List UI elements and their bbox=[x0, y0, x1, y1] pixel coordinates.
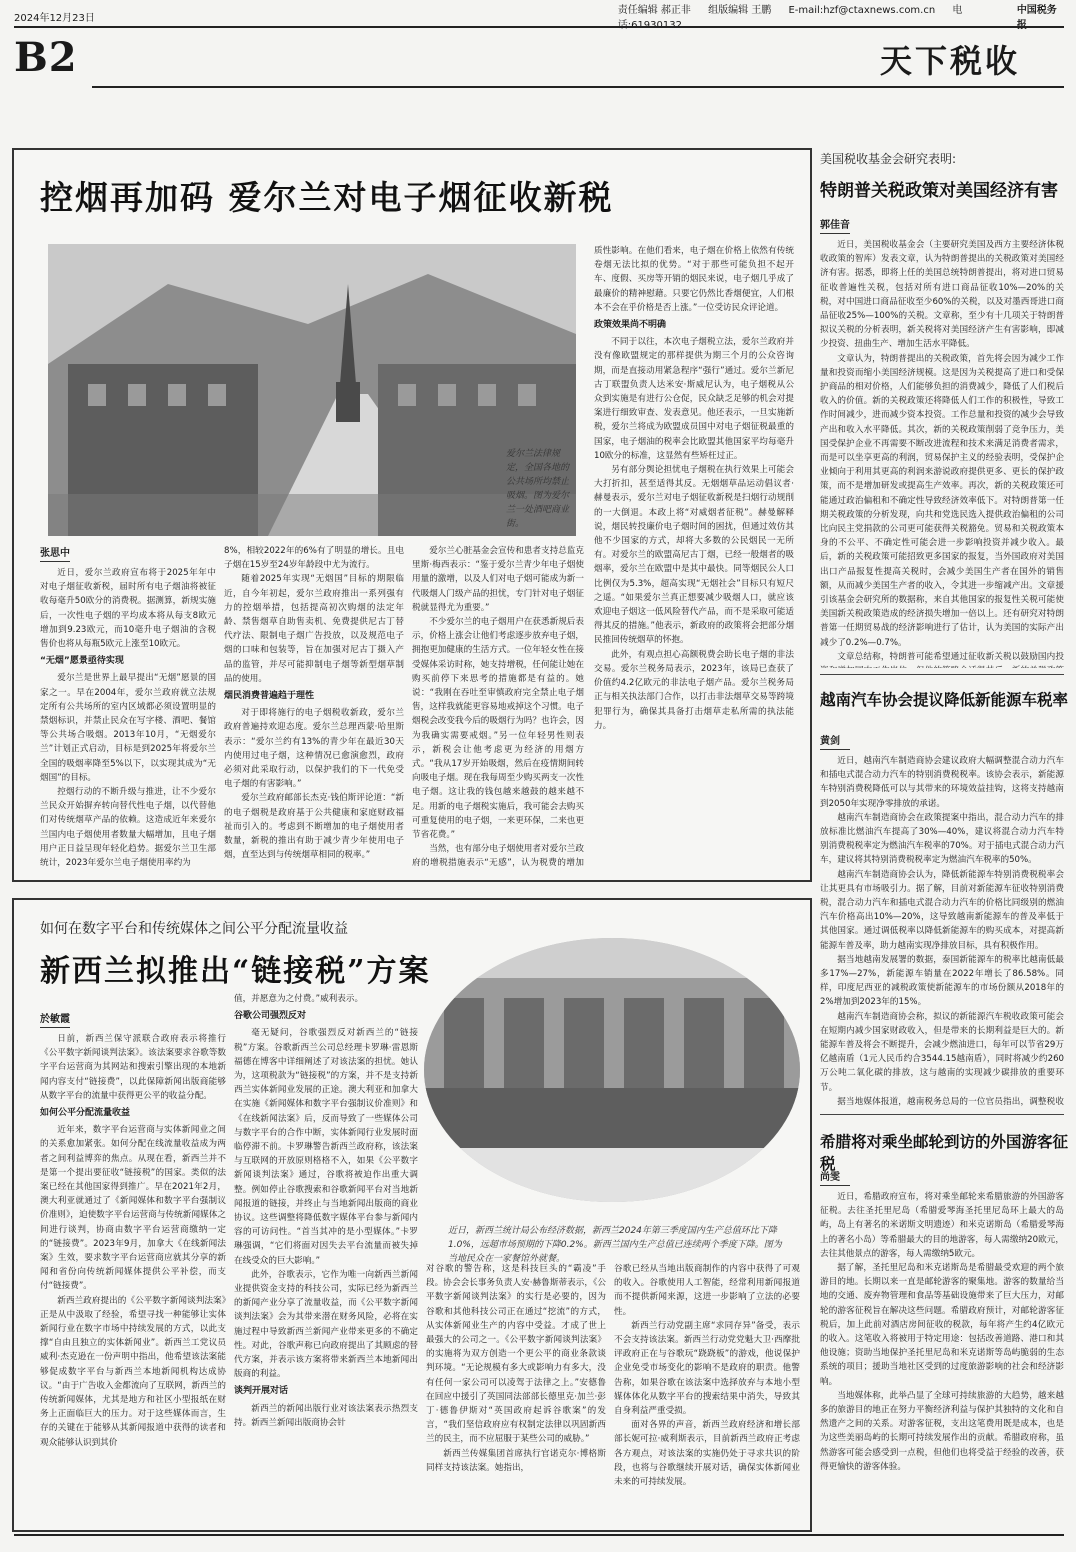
article-nz-col4 bbox=[614, 1262, 800, 1520]
paragraph: 越南汽车制造商协会在政策提案中指出，混合动力汽车的排放标准比燃油汽车提高了30%—40%，建议将混合动力汽车特别消费税税率定为燃油汽车税率的70%。对于插电式混合动力汽车，建议将其特别消费税税率定为燃油汽车税率的50%。 bbox=[820, 812, 1064, 866]
side3-body bbox=[820, 1190, 1064, 1528]
email: E-mail:hzf@ctaxnews.com.cn bbox=[788, 5, 936, 16]
paragraph: 日前，新西兰保守派联合政府表示将推行《公平数字新闻谈判法案》。该法案要求谷歌等数字平台运营商为其网站和搜索引擎出现的本地新闻内容支付“链接费”，以此保障新闻出版商能够从数字平台的流量中获得更公平的收益分配。 bbox=[40, 1034, 226, 1101]
side2-title: 越南汽车协会提议降低新能源车税率 bbox=[820, 690, 1069, 709]
section-rule bbox=[92, 86, 1064, 88]
subhead: “无烟”愿景亟待实现 bbox=[40, 656, 124, 667]
arcade-illustration bbox=[424, 938, 800, 1202]
side1-kicker: 美国税收基金会研究表明: bbox=[820, 152, 957, 166]
side1-body bbox=[820, 238, 1064, 668]
page-number: B2 bbox=[14, 34, 78, 81]
ireland-photo-caption: 爱尔兰法律规定，全国各地的公共场所均禁止吸烟。图为爱尔兰一处酒吧商业街。 bbox=[506, 449, 570, 529]
paragraph: 对谷歌的警告称，这是科技巨头的“霸凌”手段。协会会长事务负责人安·赫鲁斯蒂表示，《公平数字新闻谈判法案》的实行是必要的，因为谷歌和其他科技公司正在通过“挖流”的方式，从实体新闻业生产的内容中受益。才成了世上最强大的公司之一。《公平数字新闻谈判法案》的实施将为双方创造一个更公平的商业条款谈判环境。“无论规模有多大或影响力有多大，没有任何一家公司可以凌驾于法律之上。”安德鲁在回应中援引了英国同法部部长德里克·加兰·彭丁·德鲁伊斯对“英国政府起诉谷歌案”的发言，“我们坚信政府应有权制定法律以巩固新西兰的民主，而不应屈服于某些公司的威胁。” bbox=[426, 1264, 606, 1445]
paragraph: 文章总结称，特朗普可能希望通过征收新关税以鼓励国内投 bbox=[837, 651, 1064, 662]
paragraph: 据当地媒体报道，越南税务总局的一位官员指出，调整税收 bbox=[837, 1096, 1064, 1106]
paragraph: 新西兰传媒集团首席执行官诺克尔·博格斯同样支持该法案。她指出， bbox=[426, 1448, 606, 1473]
paragraph: 对于即将施行的电子烟税收新政，爱尔兰政府普遍持欢迎态度。爱尔兰总理西蒙·哈里斯表示：“爱尔兰约有13%的青少年在最近30天内使用过电子烟，这种情况已愈演愈烈，政府必须对此采取行动，以保护我们的下一代免受电子烟的有害影响。” bbox=[224, 708, 404, 790]
paragraph: 近日，越南汽车制造商协会建议政府大幅调整混合动力汽车和插电式混合动力汽车的特别消费税税率。该协会表示，新能源车特别消费税降低可以与其带来的环境效益挂钩，这将支持越南到2050年实现净零排放的承诺。 bbox=[820, 756, 1064, 809]
paragraph: 毫无疑问，谷歌强烈反对新西兰的“链接税”方案。谷歌新西兰公司总经理卡罗琳·雷恩斯福德在博客中详细阐述了对该法案的担忧。她认为，这项税款为“链接税”的方案，并不是支持新西兰实体新闻业发展的正途。澳大利亚和加拿大在实施《新闻媒体和数字平台强制议价准则》和《在线新闻法案》后，反而导致了一些媒体公司与数字平台的合作中断，实体新闻行业发展时面临停滞不前。卡罗琳警告新西兰政府称，该法案与互联网的开放原则格格不入，如果《公平数字新闻谈判法案》通过，谷歌将被迫作出重大调整。例如停止谷歌搜索和谷歌新闻平台对当地新闻报道的链接，并终止与当地新闻出版商的商业协议。这些调整将降低数字媒体平台参与新闻内容的可访问性。“首当其冲的是小型媒体。”卡罗琳强调，“它们将面对因失去平台流量而被失掉在线受众的巨大影响。” bbox=[234, 1028, 418, 1266]
side2-body bbox=[820, 754, 1064, 1106]
paragraph: 新西兰政府提出的《公平数字新闻谈判法案》正是从中汲取了经验，希望寻找一种能够让实体新闻行业在数字市场中持续发展的方式，以此支撑“自由且独立的实体新闻业”。新西兰工党议员威利·杰克逊在一份声明中指出，他希望该法案能够促成数字平台与新西兰本地新闻机构达成协议。“由于广告收入金都流向了互联网，新西兰的传统新闻媒体，尤其是地方和社区小型报纸在财务上正面临巨大的压力。对于这些媒体而言，生存的关键在于能够从其新闻报道中获得的读者和观众能够认识到其价 bbox=[40, 1295, 226, 1448]
paragraph: 爱尔兰政府邮部长杰克·钱伯斯评论道：“新的电子烟税是政府基于公共健康和家庭财政福祉而引入的。考虑到不断增加的电子烟使用者数量，新税的推出有助于减少青少年使用电子烟，直至达到与传统烟草相同的税率。” bbox=[224, 793, 404, 861]
article-nz-byline: 於敏霞 bbox=[40, 1010, 70, 1028]
paragraph: 新西兰的新闻出版行业对该法案表示热烈支持。新西兰新闻出版商协会针 bbox=[234, 1403, 418, 1428]
footer-rule bbox=[14, 1534, 1064, 1536]
designer: 组版编辑 王鹏 bbox=[708, 5, 772, 16]
side3-title: 希腊将对乘坐邮轮到访的外国游客征税 bbox=[820, 1132, 1069, 1173]
paragraph: 当然，也有部分电子烟使用者对爱尔兰政府的增税措施表示“无感”，认为税费的增加 bbox=[412, 844, 584, 869]
paragraph: 新西兰行动党副主席“求同存异”备受，表示不会支持该法案。新西兰行动党党魁大卫·西摩批评政府正在与谷歌玩“跷跷板”的游戏，他说保护企业免受市场变化的影响不是政府的职责。他警告称，如果谷歌在该法案中选择放弃与本地小型媒体体化从数字平台的搜索结果中消失，导致其自身利益严重受损。 bbox=[614, 1320, 800, 1417]
page-header bbox=[14, 5, 1064, 24]
side-divider bbox=[820, 674, 1064, 675]
paragraph: 面对各界的声音，新西兰政府经济和增长部部长妮可拉·威利斯表示，目前新西兰政府正考虑各方观点，对该法案的实施仍处于寻求共识的阶段，也将与谷歌继续开展对话，确保实体新闻业未来的可持续发展。 bbox=[614, 1420, 800, 1488]
subhead: 谈判开展对话 bbox=[234, 1386, 289, 1397]
subhead: 如何公平分配流量收益 bbox=[40, 1108, 131, 1119]
paragraph: 越南汽车制造商协会称，拟议的新能源汽车税收政策可能会在短期内减少国家财政收入，但是带来的长期利益是巨大的。新能源车普及将会不断提升，会减少燃油进口，每年可以节省29万亿越南盾（1元人民币约合3544.15越南盾），同时将减少约260万公吨二氧化碳的排放，这与越南的实现减少碳排放的重要环节。 bbox=[820, 1011, 1064, 1093]
paragraph: 此外，谷歌表示，它作为唯一向新西兰新闻业提供资金支持的科技公司，实际已经为新西兰的新闻产业分享了流量收益，而《公平数字新闻谈判法案》会为其带来潜在财务风险，必将在实施过程中导致新西兰新闻产业带来更多的不确定性。对此，谷歌声称已向政府提出了其顾虑的替代方案，并表示该方案将带来新西兰本地新闻出版商的利益。 bbox=[234, 1269, 418, 1380]
side-divider bbox=[820, 1114, 1064, 1115]
editor: 责任编辑 郝正非 bbox=[617, 5, 691, 16]
ireland-street-photo bbox=[48, 244, 576, 536]
nz-restaurant-photo bbox=[424, 938, 800, 1202]
paragraph: 近日，希腊政府宣布，将对乘坐邮轮来希腊旅游的外国游客征税。去往圣托里尼岛（希腊爱琴海圣托里尼岛环上最大的岛屿，岛上有著名的米诺斯文明遗迹）和米克诺斯岛（希腊爱琴海上的著名小岛）等希腊最大的目的地游客，每人需缴纳20欧元，去往其他景点的游客，每人需缴纳5欧元。 bbox=[820, 1192, 1064, 1259]
paragraph: 近年来，数字平台运营商与实体新闻业之间的关系愈加紧张。如何分配在线流量收益成为两者之间利益博弈的焦点。从现在看，新西兰并不是第一个提出要征收“链接税”的国家。类似的法案已经在其他国家得到推广。早在2021年2月，澳大利亚就通过了《新闻媒体和数字平台强制议价准则》，迫使数字平台运营商与传统新闻媒体之间进行谈判，协商由数字平台运营商缴纳一定的“链接费”。2023年9月，加拿大《在线新闻法案》生效，要求数字平台运营商应就其分享的新闻和省份向传统新闻媒体提供公平补偿，而支付“链接费”。 bbox=[40, 1125, 226, 1292]
article-ireland-headline: 控烟再加码 爱尔兰对电子烟征收新税 bbox=[40, 178, 614, 217]
paragraph: 近日，美国税收基金会（主要研究美国及西方主要经济体税收政策的智库）发表文章，认为特朗普提出的关税政策对美国经济有害。据悉，即将上任的美国总统特朗普提出，将对进口贸易征收普遍性关税，包括对所有进口商品征收10%—20%的关税，对中国进口商品征收至少60%的关税，以及对墨西哥进口商品征收25%—100%的关税。文章称，至少有十几项关于特朗普拟议关税的分析表明，新关税将对美国经济产生有害影响，即减少投资、扭曲生产、增加生活水平降低。 bbox=[820, 240, 1064, 350]
paragraph: 据了解，圣托里尼岛和米克诺斯岛是希腊最受欢迎的两个旅游目的地。长期以来一直是邮轮游客的聚集地。游客的数量给当地的交通、废弃物管理和食品等基础设施带来了巨大压力，对邮轮的游客征税旨在解决这些问题。希腊政府预计，对邮轮游客征税后，加上此前对酒店房间征收的税款，每年将产生约4亿欧元的收入。这笔收入将被用于特定用途：包括改善道路、港口和其他设施；资助当地保护圣托里尼岛和米克诺斯等岛屿脆弱的生态系统的项目；援助当地社区受到的过度旅游影响的社会和经济影响。 bbox=[820, 1263, 1064, 1387]
paragraph: 据当地越南发展署的数据，泰国新能源车的税率比越南低最多17%—27%，新能源车销量在2022年增长了86.58%。同样，印度尼西亚的减税政策使新能源车的市场份额从2018年的2%增加到2023年的15%。 bbox=[820, 954, 1064, 1008]
street-illustration bbox=[48, 244, 576, 536]
paragraph: 当地媒体称，此举凸显了全球可持续旅游的大趋势，越来越多的旅游目的地正在努力平衡经济利益与保护其独特的文化和自然遗产之间的关系。对游客征税，支出这笔费用既是成本，也是为这些美丽岛屿的长期可持续发展作出的贡献。希腊政府称，虽然游客可能会感受到一点税，但他们也将受益于经验的改善，获得更愉快的游客体验。 bbox=[820, 1390, 1064, 1472]
paragraph: 不少爱尔兰的电子烟用户在获悉新规后表示，价格上涨会让他们考虑逐步放弃电子烟，拥抱更加健康的生活方式。一位年轻女性在接受媒体采访时称，她支持增税，任何能让她在购买前停下来思考的措施都是有益的。她说：“我刚在吞吐至审慎政府完全禁止电子烟售，这样我就能更容易地戒掉这个习惯。电子烟税会改变我今后的吸烟行为吗？也许会，因为我确实需要戒烟。”另一位年轻男性则表示，新税会让他考虑更为经济的用烟方式。“我从17岁开始吸烟，然后在疫情期间转向吸电子烟。现在我每周至少购买两支一次性电子烟。这让我的钱包越来越鼓的越来越不足。用新的电子烟税实施后，我可能会去购买可重复使用的电子烟，一来更环保，二来也更节省花费。” bbox=[412, 617, 584, 841]
subhead: 政策效果尚不明确 bbox=[594, 320, 667, 331]
phone: 电 bbox=[952, 5, 963, 16]
article-nz-kicker: 如何在数字平台和传统媒体之间公平分配流量收益 bbox=[40, 921, 348, 937]
paragraph: 另有部分舆论担忧电子烟税在执行效果上可能会大打折扣，甚至适得其反。无烟烟草品运动倡议者·赫曼表示，爱尔兰对电子烟征收新税是扫烟行动规削的一大倒退。本政上将“对威烟者征税”。赫曼解释说，烟民转投廉价电子烟时间的困扰，但通过效仿其他不少国家的方式，却将大多数的公民烟民一无所有。对爱尔兰的欧盟高尼古丁烟，已经一般烟者的吸烟率，爱尔兰在欧盟中是其中最快。同等烟民公人口比例仅为5.3%，超高实现“无烟社会”目标只有短尺之遥。“如果爱尔兰真正想要减少吸烟人口，就应该欢迎电子烟这一低风险替代产品，而不是采取可能适得其反的措施。”他表示，新政府的政策将会把部分烟民推回传统烟草的怀抱。 bbox=[594, 465, 794, 646]
article-nz-headline: 新西兰拟推出“链接税”方案 bbox=[40, 954, 431, 989]
article-ireland-col4 bbox=[594, 244, 794, 870]
article-ireland-byline: 张思中 bbox=[40, 544, 70, 562]
article-nz-col2 bbox=[234, 992, 418, 1520]
article-nz-col1 bbox=[40, 1032, 226, 1520]
article-ireland-col3 bbox=[412, 544, 584, 870]
paragraph: 谷歌已经从当地出版商制作的内容中获得了可观的收入。谷歌使用人工智能，经常利用新闻报道而不提供新闻来源，这进一步影响了立法的必要性。 bbox=[614, 1264, 800, 1317]
side1-byline: 郭佳音 bbox=[820, 216, 850, 234]
paragraph: 值，并愿意为之付费。”威利表示。 bbox=[234, 994, 364, 1004]
paragraph: 质性影响。在他们看来，电子烟在价格上依然有传统卷烟无法比拟的优势。“对于那些可能负担不起开车、度假、买房等开销的烟民来说，电子烟几乎成了最廉价的精神慰藉。只要它仍然比香烟便宜，人们根本不会在乎价格是否上涨。”一位受访民众评论道。 bbox=[594, 246, 794, 313]
subhead: 谷歌公司强烈反对 bbox=[234, 1011, 307, 1022]
article-ireland-col1 bbox=[40, 566, 216, 870]
paragraph: 文章认为，特朗普提出的关税政策，首先将会因为减少工作量和投资而缩小美国经济规模。这是因为关税提高了进口和受保护商品的相对价格，人们能够负担的消费减少，降低了人们税后收入的价值。新的关税政策还将降低人们工作的积极性，导致工作时间减少，进而减少资本投资。工作总量和投资的减少会导致产出和收入水平降低。其次，新的关税政策削弱了竞争压力，美国受保护企业不再需要不断改进流程和技术来满足消费者需求，而是可以坐享更高的利润，贸易保护主义的经验表明，受保护企业倾向于利用其更高的利润来游说政府提供更多、更长的保护政策，而不是增加研发或提高生产效率。再次，新的关税政策还可能通过政治偏租和不确定性导致经济效率低下。对特朗普第一任期关税政策的分析发现，向共和党选民选入提供政治偏租的公司比向民主党捐款的公司更可能获得关税豁免。贸易和关税政策本身的不公平、不确定性可能会进一步影响投资并减少收入。最后，新的关税政策可能招致更多国家的报复，当外国政府对美国出口产品报复性提高关税时，会减少美国生产者在国外的销售额，从而减少美国生产者的收入，令其进一步缩减产出。文章援引该基金会研究所的数据称，来自其他国家的报复性关税可能使美国新关税政策造成的经济损失增加一倍以上。还有研究对特朗普第一任期贸易战的经济影响进行了估计，认为美国的实际产出减少了0.2%—0.7%。 bbox=[820, 353, 1064, 648]
newspaper-brand: 中国税务 bbox=[1016, 5, 1057, 16]
nz-photo-caption: 近日，新西兰统计局公布经济数据，新西兰2024年第三季度国内生产总值环比下降1.0%，远超市场预期的下降0.2%。新西兰国内生产总值已连续两个季度下降。图为当地民众在一家餐馆外就餐。 bbox=[448, 1226, 782, 1264]
paragraph: 近日，爱尔兰政府宣布将于2025年年中对电子烟征收新税，届时所有电子烟油将被征收每毫升50欧分的消费税。据测算，新规实施后，一次性电子烟的平均成本将从每支8欧元增加到9.23欧元，而10毫升电子烟油的含税售价也将从每瓶5欧元上涨至10欧元。 bbox=[40, 568, 216, 650]
paragraph: 不同于以往，本次电子烟税立法，爱尔兰政府并没有像欧盟规定的那样提供为期三个月的公众咨询期，而是直接动用紧急程序“强行”通过。爱尔兰新尼古丁联盟负责人达米安·斯威尼认为，电子烟税从公众到实施是有进行公仓促，民众缺乏足够的机会对提案进行细致审查、发表意见。他还表示，一旦实施新税，爱尔兰将成为欧盟成员国中对电子烟征税最重的国家，电子烟油的税率会比欧盟其他国家平均每毫升10欧分的标准，这显然有些矫枉过正。 bbox=[594, 337, 794, 461]
article-nz-col3 bbox=[426, 1262, 606, 1520]
section-title: 天下税收 bbox=[880, 42, 1021, 80]
paragraph: 越南汽车制造商协会认为，降低新能源车特别消费税税率会让其更具有市场吸引力。据了解，目前对新能源车征收特别消费税，混合动力汽车和插电式混合动力汽车的价格比同级别的燃油汽车价格高出10%—20%，这导致越南新能源车的普及率低于其他国家。通过调低税率以降低新能源车的购买成本，对提高新能源车普及率，助力越南实现净排放目标，具有积极作用。 bbox=[820, 869, 1064, 951]
paragraph: 随着2025年实现“无烟国”目标的期限临近，自今年初起，爱尔兰政府推出一系列强有力的控烟举措，包括提高初次购烟的法定年龄、禁售烟草自助售卖机、免费提供尼古丁替代疗法、限制电子烟广告投放，以及规范电子烟的口味和包装等，旨在加强对尼古丁摄入产品的监管，并尽可能抑制电子烟等新型烟草制品的使用。 bbox=[224, 574, 404, 684]
header-rule bbox=[14, 26, 1064, 28]
paragraph: 控烟行动的不断升级与推进，让不少爱尔兰民众开始摒弃转向替代性电子烟，以代替他们对传统烟草产品的依赖。这造成近年来爱尔兰国内电子烟使用者数量大幅增加，且电子烟用户正日益呈现年轻化趋势。据爱尔兰卫生部统计，2023年爱尔兰电子烟使用率约为 bbox=[40, 787, 216, 869]
paragraph: 此外，有观点担心高额税费会助长电子烟的非法交易。爱尔兰税务局表示，2023年，该局已查获了价值约4.2亿欧元的非法电子烟产品。爱尔兰税务局正与相关执法部门合作，以打击非法烟草交易等跨境犯罪行为，确保其具备打击烟草走私所需的执法能力。 bbox=[594, 649, 794, 731]
issue-date: 2024年12月23日 bbox=[14, 12, 95, 24]
subhead: 烟民消费普遍趋于理性 bbox=[224, 691, 315, 702]
article-ireland-col2 bbox=[224, 544, 404, 870]
paragraph: 8%，相较2022年的6%有了明显的增长。且电子烟在15岁至24岁年龄段中尤为流行。 bbox=[224, 546, 404, 571]
paragraph: 爱尔兰心脏基金会宣传和患者支持总监克里斯·梅西表示：“鉴于爱尔兰青少年电子烟使用量的激增，以及人们对电子烟可能成为新一代吸烟人门级产品的担忧，专门针对电子烟征税就显得尤为重要。” bbox=[412, 546, 584, 613]
side2-byline: 黄剑 bbox=[820, 732, 850, 750]
side1-title: 特朗普关税政策对美国经济有害 bbox=[820, 181, 1058, 201]
side3-byline: 尚雯 bbox=[820, 1168, 850, 1186]
paragraph: 爱尔兰是世界上最早提出“无烟”愿景的国家之一。早在2004年，爱尔兰政府就立法规定所有公共场所的室内区域都必须设置明显的禁烟标识，并禁止民众在写字楼、酒吧、餐馆等公共场合吸烟。2013年10月，“无烟爱尔兰”计划正式启动，目标是到2025年将爱尔兰全国的吸烟率降至5%以下，以实现其成为“无烟国”的目标。 bbox=[40, 673, 216, 783]
